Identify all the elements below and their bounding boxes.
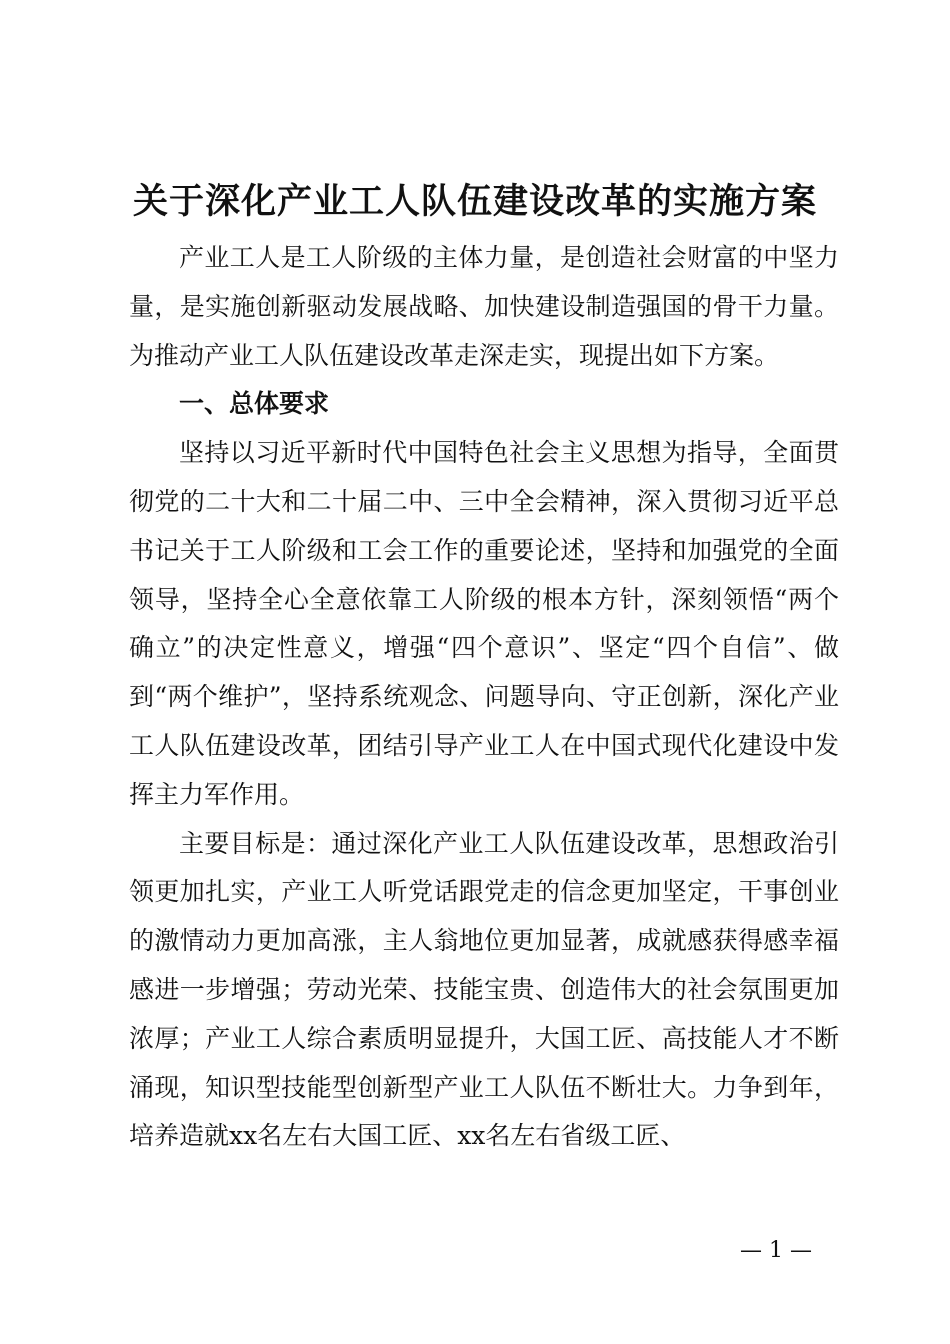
page-number: — 1 — <box>740 1238 812 1263</box>
document-body <box>129 234 839 1161</box>
intro-paragraph: 产业工人是工人阶级的主体力量，是创造社会财富的中坚力量，是实施创新驱动发展战略、加快建设制造强国的骨干力量。为推动产业工人队伍建设改革走深走实，现提出如下方案。 <box>129 243 839 370</box>
section-paragraph-guideline: 坚持以习近平新时代中国特色社会主义思想为指导，全面贯彻党的二十大和二十届二中、三中全会精神，深入贯彻习近平总书记关于工人阶级和工会工作的重要论述，坚持和加强党的全面领导，坚持全心全意依靠工人阶级的根本方针，深刻领悟“两个确立”的决定性意义，增强“四个意识”、坚定“四个自信”、做到“两个维护”，坚持系统观念、问题导向、守正创新，深化产业工人队伍建设改革，团结引导产业工人在中国式现代化建设中发挥主力军作用。 <box>129 438 839 809</box>
section-paragraph-goals: 主要目标是：通过深化产业工人队伍建设改革，思想政治引领更加扎实，产业工人听党话跟党走的信念更加坚定，干事创业的激情动力更加高涨，主人翁地位更加显著，成就感获得感幸福感进一步增强；劳动光荣、技能宝贵、创造伟大的社会氛围更加浓厚；产业工人综合素质明显提升，大国工匠、高技能人才不断涌现，知识型技能型创新型产业工人队伍不断壮大。力争到年，培养造就xx名左右大国工匠、xx名左右省级工匠、 <box>129 828 839 1151</box>
section-heading: 一、总体要求 <box>179 389 330 419</box>
page-title: 关于深化产业工人队伍建设改革的实施方案 <box>132 181 817 222</box>
